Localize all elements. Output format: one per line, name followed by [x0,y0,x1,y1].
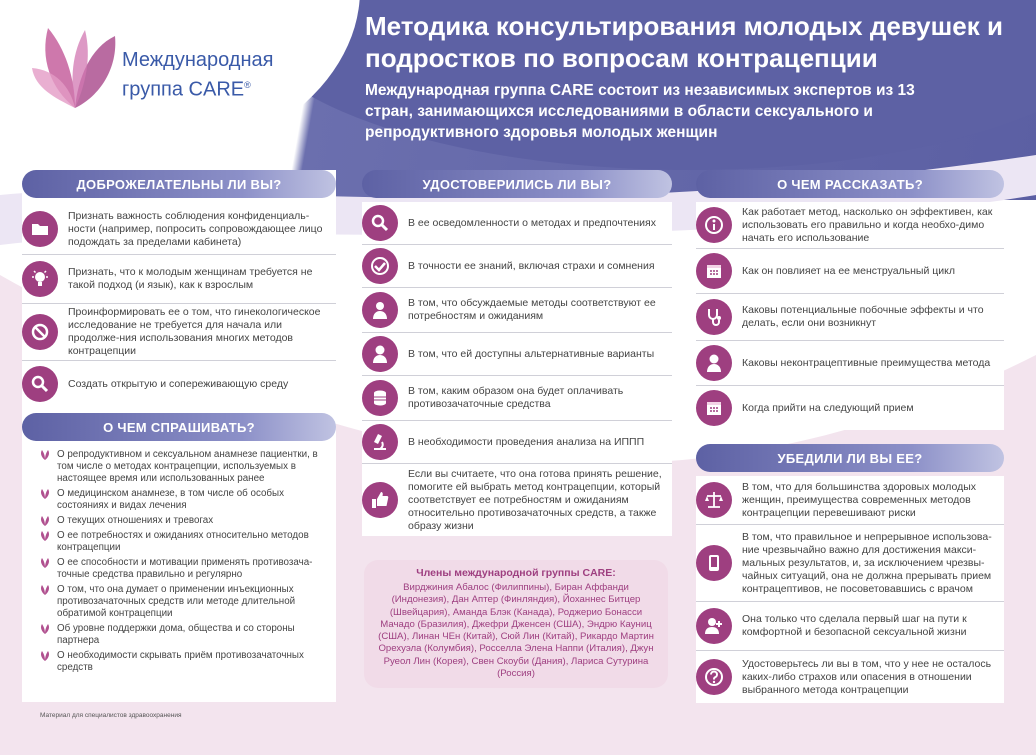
logo-line-1: Международная [122,49,274,71]
list-item [362,421,672,464]
microscope-icon [362,424,398,460]
woman-icon [696,345,732,381]
left-column [22,170,336,702]
lotus-bullet-icon [40,624,50,634]
item-text: Создать открытую и сопереживающую среду [68,377,289,390]
welcoming-list [22,204,336,407]
list-item [40,515,326,527]
logo-text [122,48,273,103]
page-subtitle: Международная группа CARE состоит из независимых экспертов из 13 стран, занимающихся исследованиями в области сексуального и репродуктивного здоровья молодых женщин [365,82,915,141]
members-heading: Члены международной группы CARE: [416,567,616,579]
scales-icon [696,482,732,518]
list-item [696,525,1004,602]
list-item [22,204,336,255]
list-item [40,623,326,647]
page-title: Методика консультирования молодых девушек и подростков по вопросам контрацепции [365,11,1003,73]
section-heading-ask: О ЧЕМ СПРАШИВАТЬ? [22,413,336,441]
lotus-bullet-icon [40,558,50,568]
lotus-bullet-icon [40,450,50,460]
list-item [22,304,336,361]
item-text: В необходимости проведения анализа на ИППП [408,435,645,448]
item-text: Каковы потенциальные побочные эффекты и что делать, если они возникнут [742,304,984,329]
verified-list [362,202,672,536]
item-text: Удостоверьтесь ли вы в том, что у нее не осталось каких-либо страхов или опасения в отношении выбранного метода контрацепции [742,657,992,696]
list-item [22,255,336,304]
item-text: В точности ее знаний, включая страхи и сомнения [408,259,655,272]
prohibited-icon [22,314,58,350]
lightbulb-icon [22,261,58,297]
folder-icon [22,211,58,247]
phone-icon [696,545,732,581]
coins-icon [362,380,398,416]
registered-mark: ® [244,80,251,90]
right-column [696,170,1004,696]
lotus-bullet-icon [40,585,50,595]
lotus-bullet-icon [40,489,50,499]
item-text: О ее способности и мотивации применять противозача-точные средства правильно и регулярно [57,557,313,580]
list-item [362,202,672,245]
item-text: Признать, что к молодым женщинам требуется не такой подход (и язык), как к взрослым [68,266,313,291]
item-text: О репродуктивном и сексуальном анамнезе пациентки, в том числе о методах контрацепции, используемых в настоящее время или использованных ранее [57,449,318,484]
section-heading-verified: УДОСТОВЕРИЛИСЬ ЛИ ВЫ? [362,170,672,198]
list-item [362,288,672,333]
lotus-bullet-icon [40,651,50,661]
section-heading-tell: О ЧЕМ РАССКАЗАТЬ? [696,170,1004,198]
item-text: Если вы считаете, что она готова принять решение, помогите ей выбрать метод контрацепции, который соответствует ее потребностям и ожиданиям относительно противозачаточных средств, а также образу жизни [408,467,662,532]
list-item [40,488,326,512]
info-icon [696,207,732,243]
ask-list [22,449,336,674]
lotus-logo-icon [30,18,120,110]
user-add-icon [696,608,732,644]
tell-list [696,202,1004,430]
list-item [22,361,336,407]
list-item [696,651,1004,703]
item-text: В ее осведомленности о методах и предпочтениях [408,216,656,229]
item-text: Как работает метод, насколько он эффективен, как использовать его правильно и когда необхо-димо начать его использование [742,205,993,244]
section-heading-convince: УБЕДИЛИ ЛИ ВЫ ЕЕ? [696,444,1004,472]
lotus-bullet-icon [40,531,50,541]
woman-icon [362,336,398,372]
stethoscope-icon [696,299,732,335]
thumbs-up-icon [362,482,398,518]
item-text: Когда прийти на следующий прием [742,401,914,414]
list-item [40,449,326,485]
item-text: В том, что ей доступны альтернативные варианты [408,347,655,360]
magnifier-icon [22,366,58,402]
list-item [696,294,1004,341]
item-text: О том, что она думает о применении инъекционных противозачаточных средств или методе длительной обратимой контрацепции [57,584,296,619]
section-heading-welcoming: ДОБРОЖЕЛАТЕЛЬНЫ ЛИ ВЫ? [22,170,336,198]
list-item [696,602,1004,651]
logo-line-2: группа CARE® [122,78,251,101]
list-item [40,530,326,554]
item-text: В том, что обсуждаемые методы соответствуют ее потребностям и ожиданиям [408,297,656,322]
list-item [362,376,672,421]
item-text: В том, что правильное и непрерывное использова-ние чрезвычайно важно для достижения макси-мальных результатов, и, за исключением чрезвы-чайных ситуаций, она не должна прерывать прием контрацептивов, не посоветовавшись с врачом [742,530,992,595]
convince-list [696,476,1004,703]
list-item [40,557,326,581]
list-item [696,202,1004,249]
list-item [696,249,1004,294]
list-item [696,476,1004,525]
item-text: О необходимости скрывать приём противозачаточных средств [57,650,304,673]
calendar-icon [696,253,732,289]
item-text: Как он повлияет на ее менструальный цикл [742,264,955,277]
members-box [364,560,668,688]
list-item [696,386,1004,430]
list-item [362,464,672,536]
item-text: Проинформировать ее о том, что гинекологическое исследование не требуется для начала или продолже-ния использования многих методов контрацепции [68,306,321,357]
magnifier-icon [362,205,398,241]
item-text: В том, каким образом она будет оплачивать противозачаточные средства [408,385,624,410]
calendar-icon [696,390,732,426]
question-icon [696,659,732,695]
item-text: Признать важность соблюдения конфиденциаль-ности (например, попросить сопровождающее лицо подождать за пределами кабинета) [68,209,323,248]
item-text: Она только что сделала первый шаг на пути к комфортной и безопасной сексуальной жизни [742,613,967,638]
item-text: О ее потребностях и ожиданиях относительно методов контрацепции [57,530,309,553]
list-item [362,333,672,376]
item-text: Об уровне поддержки дома, общества и со стороны партнера [57,623,295,646]
lotus-bullet-icon [40,516,50,526]
footer-note: Материал для специалистов здравоохранения [40,712,182,719]
item-text: О медицинском анамнезе, в том числе об особых состояниях и видах лечения [57,488,284,511]
list-item [40,650,326,674]
members-text: Вирджиния Абалос (Филиппины), Биран Аффанди (Индонезия), Дан Аптер (Финляндия), Йоханнес Битцер (Швейцария), Аманда Блэк (Канада), Роджерио Бонасси Мачадо (Бразилия), Джефри Дженсен (США), Эндрю Кауниц (США), Линан ЧЕн (Китай), Сюй Лин (Китай), Рикардо Мартин Орехуэла (Колумбия), Росселла Элена Наппи (Италия), Джун Руеол Лин (Корея), Свен Скоуби (Дания), Лариса Сутурина (Россия) [378,582,654,680]
list-item [362,245,672,288]
list-item [696,341,1004,386]
list-item [40,584,326,620]
doctor-icon [362,292,398,328]
item-text: Каковы неконтрацептивные преимущества метода [742,356,991,369]
item-text: О текущих отношениях и тревогах [57,515,214,526]
checkmark-icon [362,248,398,284]
item-text: В том, что для большинства здоровых молодых женщин, преимущества современных методов контрацепции перевешивают риски [742,480,976,519]
